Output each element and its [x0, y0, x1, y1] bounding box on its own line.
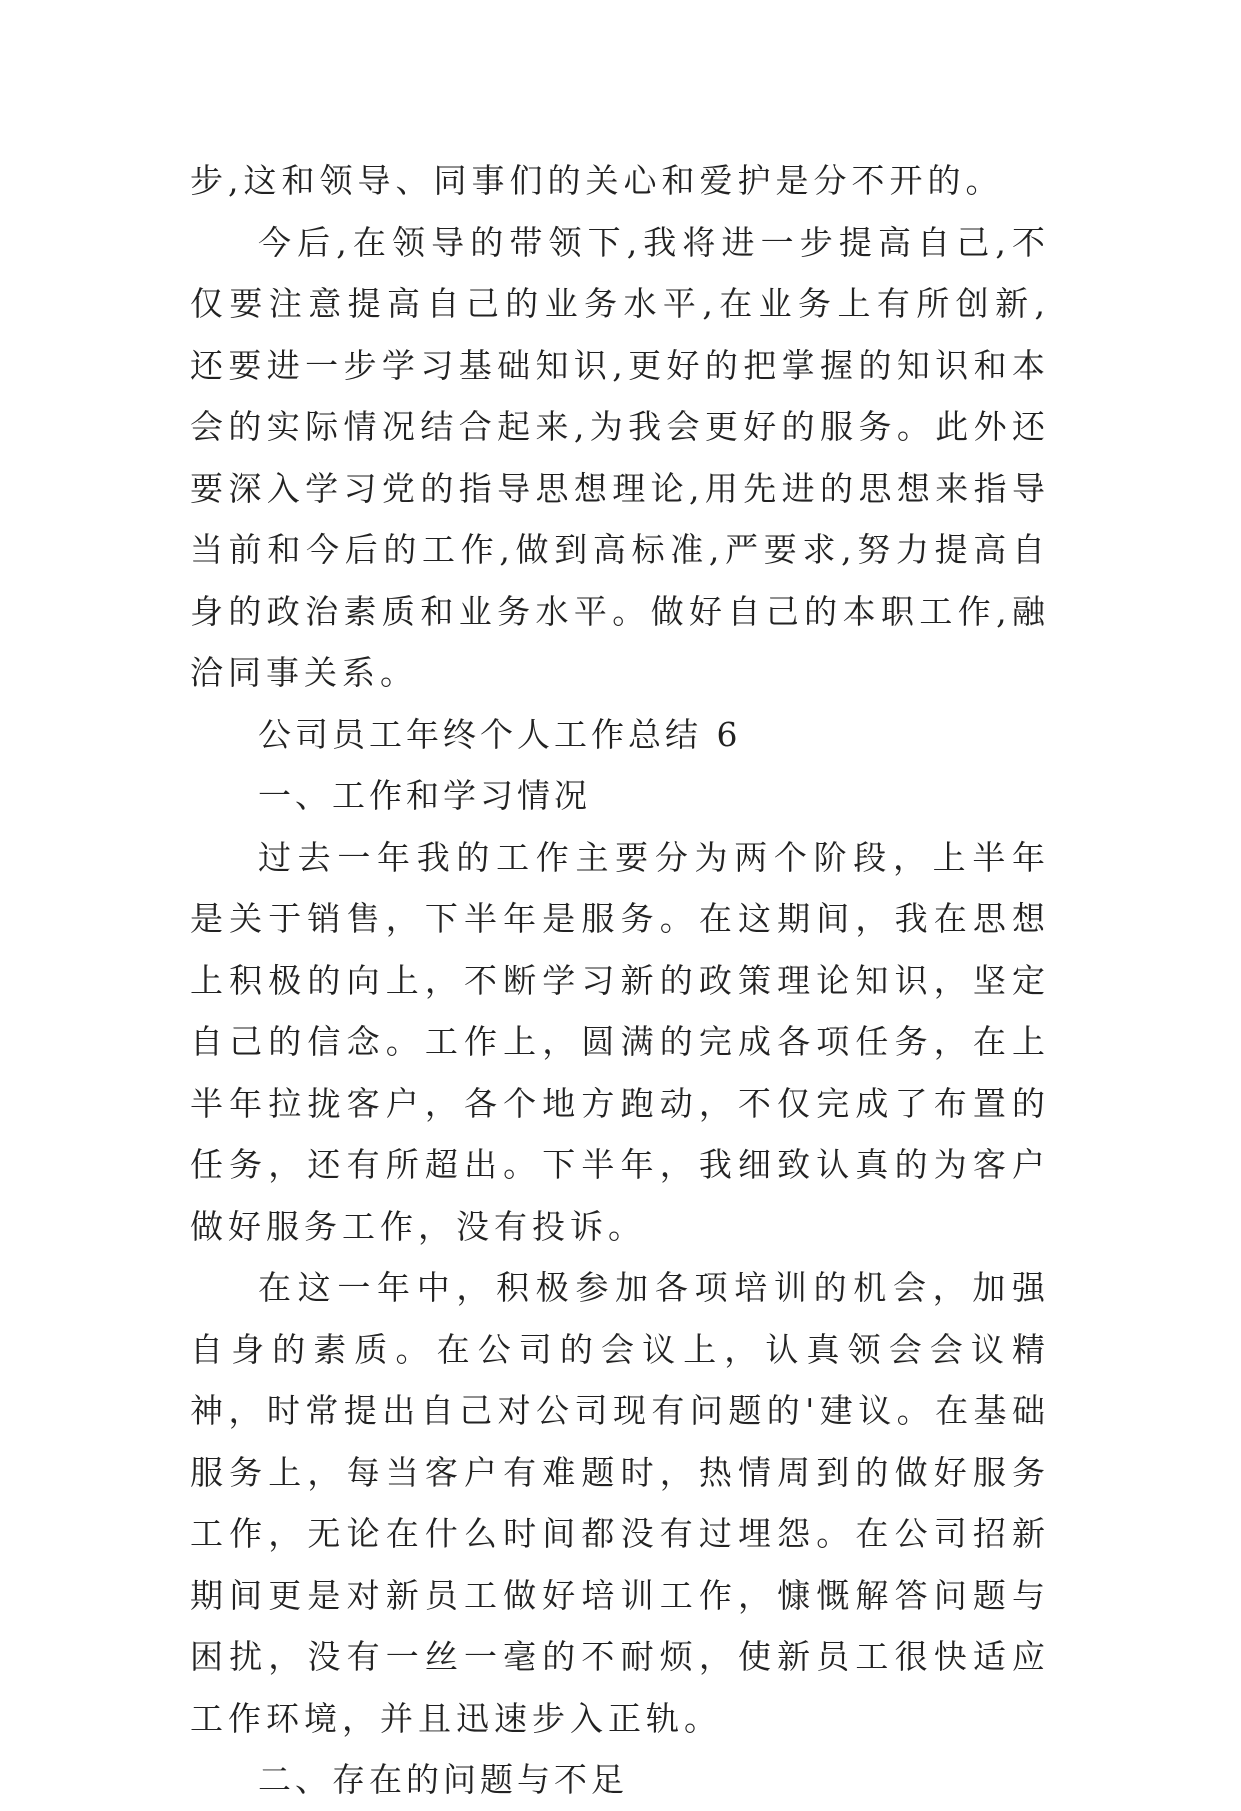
subsection-heading-work-study: 一、工作和学习情况	[258, 776, 591, 815]
body-paragraph-plans: 今后,在领导的带领下,我将进一步提高自己,不仅要注意提高自己的业务水平,在业务上有所创新,还要进一步学习基础知识,更好的把掌握的知识和本会的实际情况结合起来,为我会更好的服务。此外还要深入学习党的指导思想理论,用先进的思想来指导当前和今后的工作,做到高标准,严要求,努力提高自身的政治素质和业务水平。做好自己的本职工作,融洽同事关系。	[190, 222, 1050, 692]
body-paragraph-past-year: 过去一年我的工作主要分为两个阶段，上半年是关于销售，下半年是服务。在这期间，我在思想上积极的向上，不断学习新的政策理论知识，坚定自己的信念。工作上，圆满的完成各项任务，在上半年拉拢客户，各个地方跑动，不仅完成了布置的任务，还有所超出。下半年，我细致认真的为客户做好服务工作，没有投诉。	[190, 837, 1050, 1246]
document-body	[190, 150, 1050, 1811]
subsection-heading-problems: 二、存在的问题与不足	[258, 1760, 628, 1799]
continuation-paragraph: 步,这和领导、同事们的关心和爱护是分不开的。	[190, 161, 1004, 200]
section-title: 公司员工年终个人工作总结 6	[258, 714, 742, 754]
body-paragraph-training: 在这一年中，积极参加各项培训的机会，加强自身的素质。在公司的会议上，认真领会会议精神，时常提出自己对公司现有问题的'建议。在基础服务上，每当客户有难题时，热情周到的做好服务工作，无论在什么时间都没有过埋怨。在公司招新期间更是对新员工做好培训工作，慷慨解答问题与困扰，没有一丝一毫的不耐烦，使新员工很快适应工作环境，并且迅速步入正轨。	[190, 1268, 1050, 1738]
